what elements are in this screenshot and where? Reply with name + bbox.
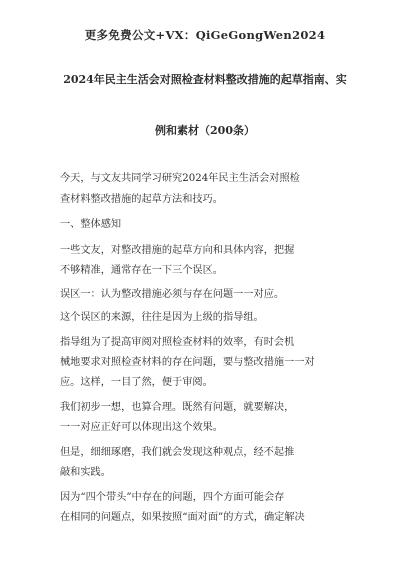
body-line: 误区一：认为整改措施必须与存在问题一一对应。 [60, 289, 285, 300]
body-line: 查材料整改措施的起草方法和技巧。 [60, 194, 223, 205]
body-line: 一一对应正好可以体现出这个效果。 [60, 422, 223, 433]
body-line: 械地要求对照检查材料的存在问题，要与整改措施一一对 [60, 357, 315, 368]
section-heading: 一、整体感知 [60, 219, 122, 230]
body-line: 我们初步一想，也算合理。既然有问题，就要解决， [60, 402, 295, 413]
body-line: 应。这样，一目了然，便于审阅。 [60, 377, 213, 388]
body-line: 敲和实践。 [60, 467, 111, 478]
document-title-line-2: 例和素材（200条） [155, 124, 255, 137]
body-line: 但是，细细琢磨，我们就会发现这种观点，经不起推 [60, 447, 295, 458]
body-line: 因为“四个带头”中存在的问题，四个方面可能会存 [60, 492, 285, 503]
promo-header: 更多免费公文+VX：QiGeGongWen2024 [84, 28, 326, 42]
body-line: 这个误区的来源，往往是因为上级的指导组。 [60, 312, 264, 323]
body-line: 一些文友，对整改措施的起草方向和具体内容，把握 [60, 245, 295, 256]
document-title-line-1: 2024年民主生活会对照检查材料整改措施的起草指南、实 [63, 73, 347, 86]
body-line: 不够精准，通常存在一下三个误区。 [60, 265, 223, 276]
body-line: 在相同的问题点，如果按照“面对面”的方式，确定解决 [60, 512, 305, 523]
body-line: 指导组为了提高审阅对照检查材料的效率，有时会机 [60, 337, 295, 348]
body-line: 今天，与文友共同学习研究2024年民主生活会对照检 [60, 173, 300, 184]
